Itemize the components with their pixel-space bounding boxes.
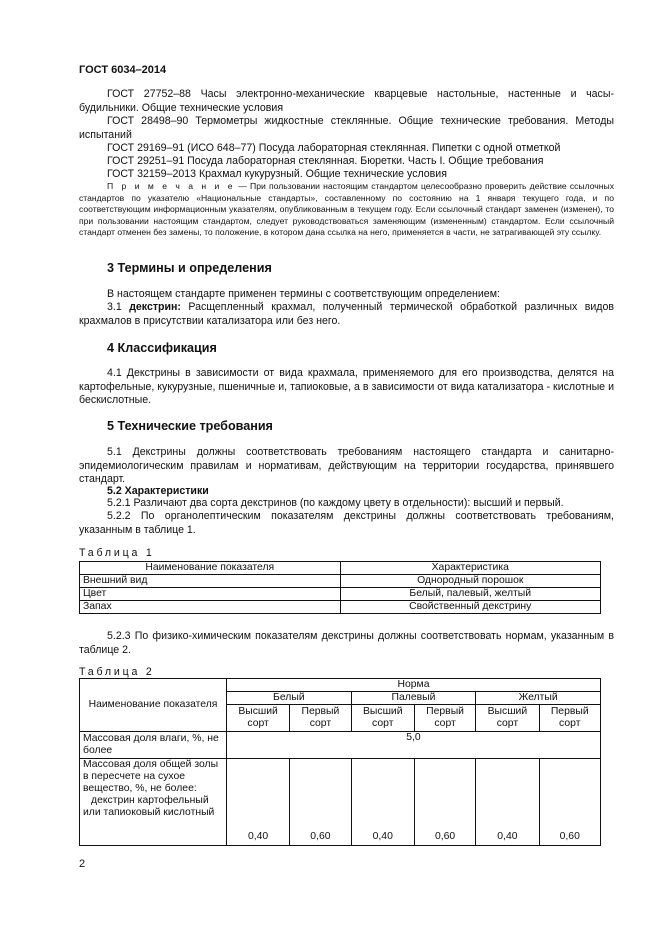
table-cell: 0,40 bbox=[351, 759, 414, 846]
table-row bbox=[80, 575, 601, 588]
table-cell: 5,0 bbox=[227, 732, 601, 759]
definition-paragraph bbox=[79, 301, 614, 328]
note-label: П р и м е ч а н и е bbox=[107, 181, 236, 191]
table-header-cell: Высший сорт bbox=[476, 705, 539, 732]
table-cell: Белый, палевый, желтый bbox=[340, 588, 601, 601]
section-4-title: 4 Классификация bbox=[107, 341, 217, 355]
reference-line: ГОСТ 29169–91 (ИСО 648–77) Посуда лабораторная стеклянная. Пипетки с одной отметкой bbox=[107, 142, 561, 154]
definition-text: Расщепленный крахмал, полученный термической обработкой различных видов крахмалов в присутствии катализатора или без него. bbox=[79, 301, 614, 327]
reference-line: ГОСТ 32159–2013 Крахмал кукурузный. Общие технические условия bbox=[107, 168, 447, 180]
section-5-title: 5 Технические требования bbox=[107, 419, 273, 433]
table-cell: Внешний вид bbox=[80, 575, 341, 588]
table-cell: Запах bbox=[80, 601, 341, 614]
table-cell: 0,40 bbox=[227, 759, 290, 846]
table-cell: Массовая доля влаги, %, не более bbox=[80, 732, 227, 759]
table-cell: Однородный порошок bbox=[340, 575, 601, 588]
reference-line: ГОСТ 28498–90 Термометры жидкостные стеклянные. Общие технические требования. Методы испытаний bbox=[79, 115, 614, 141]
table-cell: 0,40 bbox=[476, 759, 539, 846]
table-2-caption: Таблица 2 bbox=[79, 666, 155, 678]
table-header-row bbox=[80, 679, 601, 692]
note-paragraph bbox=[79, 181, 614, 239]
table-header-cell: Желтый bbox=[476, 692, 601, 705]
table-cell bbox=[80, 759, 227, 846]
table-cell: 0,60 bbox=[290, 759, 351, 846]
paragraph: 5.2.2 По органолептическим показателям декстрины должны соответствовать требованиям, указанным в таблице 1. bbox=[79, 510, 614, 536]
table-row bbox=[80, 601, 601, 614]
table-row bbox=[80, 759, 601, 846]
note-text: — При пользовании настоящим стандартом целесообразно проверить действие ссылочных стандартов по указателю «Национальные стандарты», составленному по состоянию на 1 января текущего года, и по соответствующим информационным указателям, опубликованным в текущем году. Если ссылочный стандарт заменен (изменен), то при пользовании настоящим стандартом, следует руководствоваться заменяющим (измененным) стандартом. Если ссылочный стандарт отменен без замены, то положение, в котором дана ссылка на него, применяется в части, не затрагивающей эту ссылку. bbox=[79, 181, 615, 238]
table-header-cell: Первый сорт bbox=[539, 705, 601, 732]
section-3-title: 3 Термины и определения bbox=[107, 261, 272, 275]
page-number: 2 bbox=[79, 858, 86, 870]
table-header-cell: Первый сорт bbox=[414, 705, 475, 732]
table-header-cell: Наименование показателя bbox=[80, 679, 227, 732]
table-header-cell: Белый bbox=[227, 692, 352, 705]
table-1-caption: Таблица 1 bbox=[79, 547, 155, 559]
reference-line: ГОСТ 27752–88 Часы электронно-механические кварцевые настольные, настенные и часы-будильники. Общие технические условия bbox=[79, 88, 614, 114]
paragraph: 5.2.1 Различают два сорта декстринов (по каждому цвету в отдельности): высший и первый. bbox=[107, 497, 564, 509]
table-header-cell: Норма bbox=[227, 679, 601, 692]
clause-number: 3.1 bbox=[107, 301, 130, 313]
table-row bbox=[80, 732, 601, 759]
table-header-cell: Высший сорт bbox=[351, 705, 414, 732]
table-cell: 0,60 bbox=[539, 759, 601, 846]
table-header-cell: Высший сорт bbox=[227, 705, 290, 732]
table-2 bbox=[79, 678, 601, 846]
table-header-cell: Палевый bbox=[351, 692, 476, 705]
paragraph: 4.1 Декстрины в зависимости от вида крахмала, применяемого для его производства, делятся на картофельные, кукурузные, пшеничные и, тапиоковые, а в зависимости от вида катализатора - кислотные и бескислотные. bbox=[79, 367, 614, 407]
document-header: ГОСТ 6034–2014 bbox=[79, 64, 167, 76]
term: декстрин: bbox=[129, 301, 181, 313]
table-header-cell: Характеристика bbox=[340, 562, 601, 575]
table-header-row bbox=[80, 562, 601, 575]
table-cell: 0,60 bbox=[414, 759, 475, 846]
subsection-title: 5.2 Характеристики bbox=[107, 485, 209, 497]
table-header-cell: Наименование показателя bbox=[80, 562, 341, 575]
row-sublabel: декстрин картофельный или тапиоковый кислотный bbox=[83, 795, 215, 818]
table-1 bbox=[79, 561, 601, 614]
table-cell: Свойственный декстрину bbox=[340, 601, 601, 614]
table-row bbox=[80, 588, 601, 601]
paragraph: В настоящем стандарте применен термины с соответствующим определением: bbox=[107, 288, 500, 300]
reference-line: ГОСТ 29251–91 Посуда лабораторная стеклянная. Бюретки. Часть I. Общие требования bbox=[107, 155, 544, 167]
table-header-cell: Первый сорт bbox=[290, 705, 351, 732]
row-label: Массовая доля общей золы в пересчете на сухое вещество, %, не более: bbox=[83, 759, 219, 794]
paragraph: 5.1 Декстрины должны соответствовать требованиям настоящего стандарта и санитарно-эпидемиологическим правилам и нормативам, действующим на территории государства, принявшего стандарт. bbox=[79, 446, 614, 486]
table-cell: Цвет bbox=[80, 588, 341, 601]
paragraph: 5.2.3 По физико-химическим показателям декстрины должны соответствовать нормам, указанным в таблице 2. bbox=[79, 630, 614, 656]
